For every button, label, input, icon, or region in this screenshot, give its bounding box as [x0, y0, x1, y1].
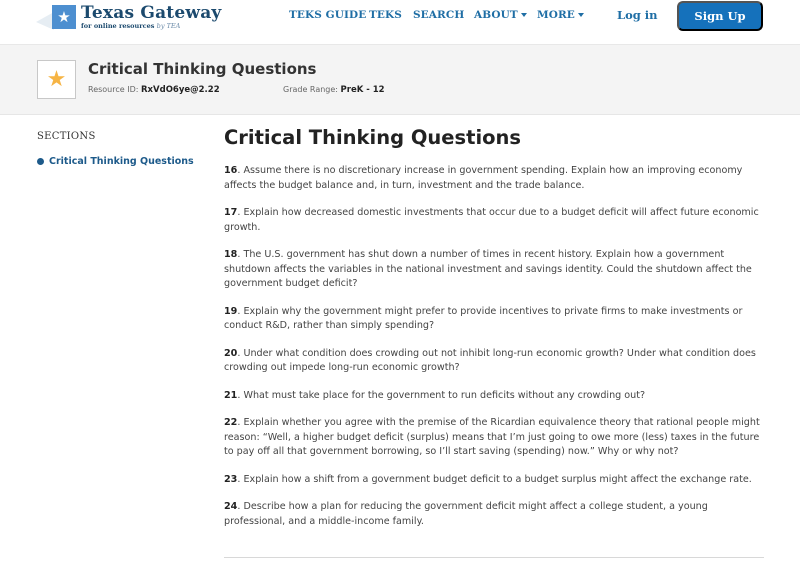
main-content [224, 125, 769, 542]
resource-header [0, 44, 800, 115]
question-19: 19. Explain why the government might prefer to provide incentives to private firms to make investments or conduct R&D, rather than simply spending? [224, 305, 743, 331]
nav-teks-guide[interactable]: TEKS GUIDE [289, 9, 367, 21]
question-23: 23. Explain how a shift from a government budget deficit to a budget surplus might affect the exchange rate. [224, 473, 752, 485]
resource-id: Resource ID: RxVdO6ye@2.22 [88, 85, 220, 95]
nav-search[interactable]: SEARCH [413, 9, 465, 21]
active-bullet-icon [37, 158, 44, 165]
question-18: 18. The U.S. government has shut down a number of times in recent history. Explain how a government shutdown affects the variables in the national investment and savings identity. Could the shutdown affect the government budget deficit? [224, 249, 752, 289]
question-22: 22. Explain whether you agree with the premise of the Ricardian equivalence theory that rational people might reason: “Well, a higher budget deficit (surplus) means that I’m just going to owe more (less) taxes in the future to pay off all that government borrowing, so I’ll start saving (spending) now.” Why or why not? [224, 417, 760, 457]
content-divider [224, 557, 764, 558]
resource-title: Critical Thinking Questions [88, 60, 317, 78]
logo-by-tea: by TEA [156, 21, 181, 30]
sign-up-button[interactable]: Sign Up [677, 1, 763, 31]
question-16: 16. Assume there is no discretionary increase in government spending. Explain how an improving economy affects the budget balance and, in turn, investment and the trade balance. [224, 165, 743, 191]
question-24: 24. Describe how a plan for reducing the government deficit might affect a college student, a young professional, and a middle-income family. [224, 501, 708, 527]
nav-about-dropdown[interactable]: ABOUT [474, 9, 527, 21]
question-20: 20. Under what condition does crowding out not inhibit long-run economic growth? Under what condition does crowding out impede long-run economic growth? [224, 347, 756, 373]
grade-range: Grade Range: PreK - 12 [283, 85, 385, 95]
resource-id-value: RxVdO6ye@2.22 [141, 85, 220, 95]
sections-heading: SECTIONS [37, 131, 96, 142]
logo-subtitle: for online resources by TEA [81, 21, 181, 30]
nav-more-dropdown[interactable]: MORE [537, 9, 584, 21]
chevron-down-icon [578, 13, 584, 17]
chevron-down-icon [521, 13, 527, 17]
nav-teks[interactable]: TEKS [369, 9, 402, 21]
logo-title: Texas Gateway [81, 2, 222, 23]
login-link[interactable]: Log in [617, 8, 658, 22]
texas-gateway-logo[interactable] [36, 2, 221, 32]
page-title: Critical Thinking Questions [224, 126, 522, 149]
grade-range-value: PreK - 12 [340, 85, 385, 95]
question-17: 17. Explain how decreased domestic investments that occur due to a budget deficit will affect future economic growth. [224, 207, 759, 233]
star-icon: ★ [37, 60, 76, 99]
question-21: 21. What must take place for the government to run deficits without any crowding out? [224, 389, 646, 401]
top-navigation [0, 0, 800, 38]
star-icon: ★ [52, 5, 76, 29]
sidebar-item-critical-thinking-questions[interactable]: Critical Thinking Questions [37, 156, 194, 167]
